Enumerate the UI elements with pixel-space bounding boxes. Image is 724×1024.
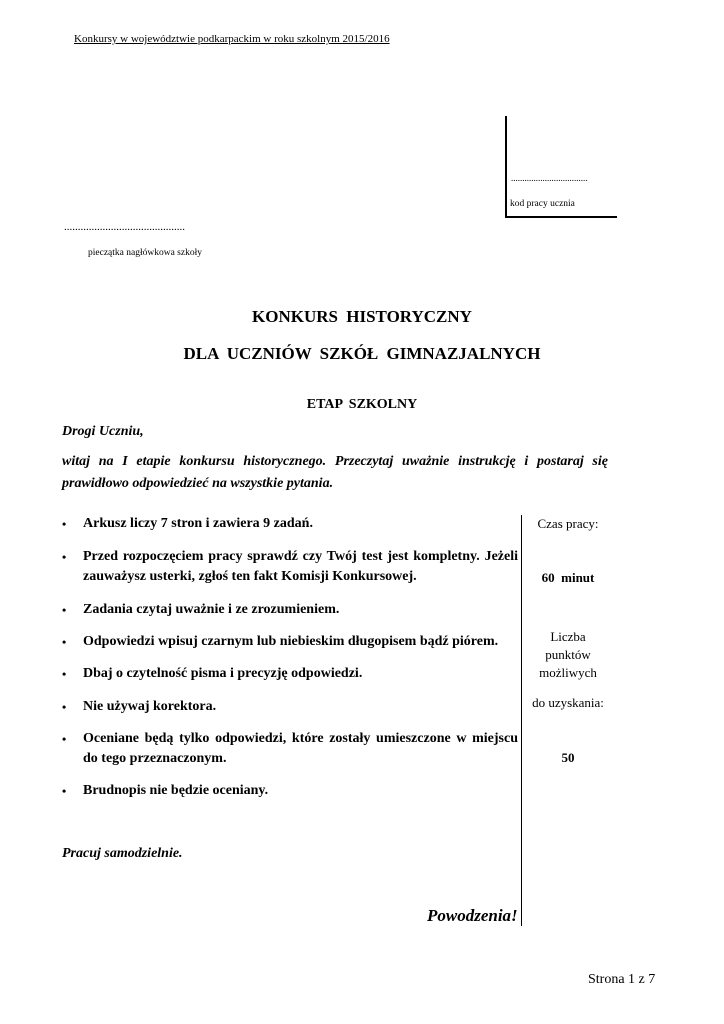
time-value: 60 minut	[541, 570, 595, 585]
rule-item	[62, 547, 518, 587]
rule-text: Odpowiedzi wpisuj czarnym lub niebieskim długopisem bądź piórem.	[83, 634, 499, 649]
points-label-line2: punktów	[545, 647, 591, 662]
rule-text: Nie używaj korektora.	[83, 699, 217, 714]
rule-text: Brudnopis nie będzie oceniany.	[83, 783, 269, 798]
competition-header: Konkursy w województwie podkarpackim w roku szkolnym 2015/2016	[74, 33, 390, 45]
points-label-line3: możliwych	[539, 665, 597, 680]
rule-text: Dbaj o czytelność pisma i precyzję odpowiedzi.	[83, 666, 363, 681]
bullet-icon: •	[62, 667, 67, 681]
rule-item	[62, 729, 518, 769]
page-number: Strona 1 z 7	[588, 972, 656, 987]
bullet-icon: •	[62, 635, 67, 649]
rule-text: Oceniane będą tylko odpowiedzi, które zostały umieszczone w miejscu do tego przeznaczonym.	[83, 731, 518, 766]
bullet-icon: •	[62, 603, 67, 617]
work-alone-note: Pracuj samodzielnie.	[62, 846, 183, 861]
title-line-1: KONKURS HISTORYCZNY	[252, 307, 472, 326]
rule-text: Przed rozpoczęciem pracy sprawdź czy Twój test jest kompletny. Jeżeli zauważysz usterki, zgłoś ten fakt Komisji Konkursowej.	[83, 549, 518, 584]
bullet-icon: •	[62, 517, 67, 531]
rule-item	[62, 514, 518, 534]
points-label-line4: do uzyskania:	[532, 695, 604, 710]
rule-item	[62, 781, 518, 801]
points-label-line1: Liczba	[550, 629, 586, 644]
rule-item	[62, 600, 518, 620]
greeting: Drogi Uczniu,	[62, 424, 144, 439]
rule-item	[62, 632, 518, 652]
school-stamp-label: pieczątka nagłówkowa szkoły	[88, 248, 202, 258]
rule-item	[62, 697, 518, 717]
rule-item	[62, 664, 518, 684]
good-luck-note: Powodzenia!	[427, 906, 518, 925]
rule-text: Arkusz liczy 7 stron i zawiera 9 zadań.	[83, 516, 313, 531]
student-code-dots: ..................................	[511, 173, 588, 183]
student-code-label: kod pracy ucznia	[510, 199, 575, 209]
intro-text: witaj na I etapie konkursu historycznego. Przeczytaj uważnie instrukcję i postaraj się prawidłowo odpowiedzieć na wszystkie pytania.	[62, 454, 608, 491]
title-line-2: DLA UCZNIÓW SZKÓŁ GIMNAZJALNYCH	[183, 344, 541, 363]
stage-title: ETAP SZKOLNY	[306, 397, 418, 412]
bullet-icon: •	[62, 732, 67, 746]
bullet-icon: •	[62, 550, 67, 564]
bullet-icon: •	[62, 700, 67, 714]
points-value: 50	[561, 750, 575, 765]
time-label: Czas pracy:	[537, 516, 599, 531]
school-stamp-dots: ............................................	[64, 221, 185, 233]
bullet-icon: •	[62, 784, 67, 798]
rule-text: Zadania czytaj uważnie i ze zrozumieniem.	[83, 602, 340, 617]
